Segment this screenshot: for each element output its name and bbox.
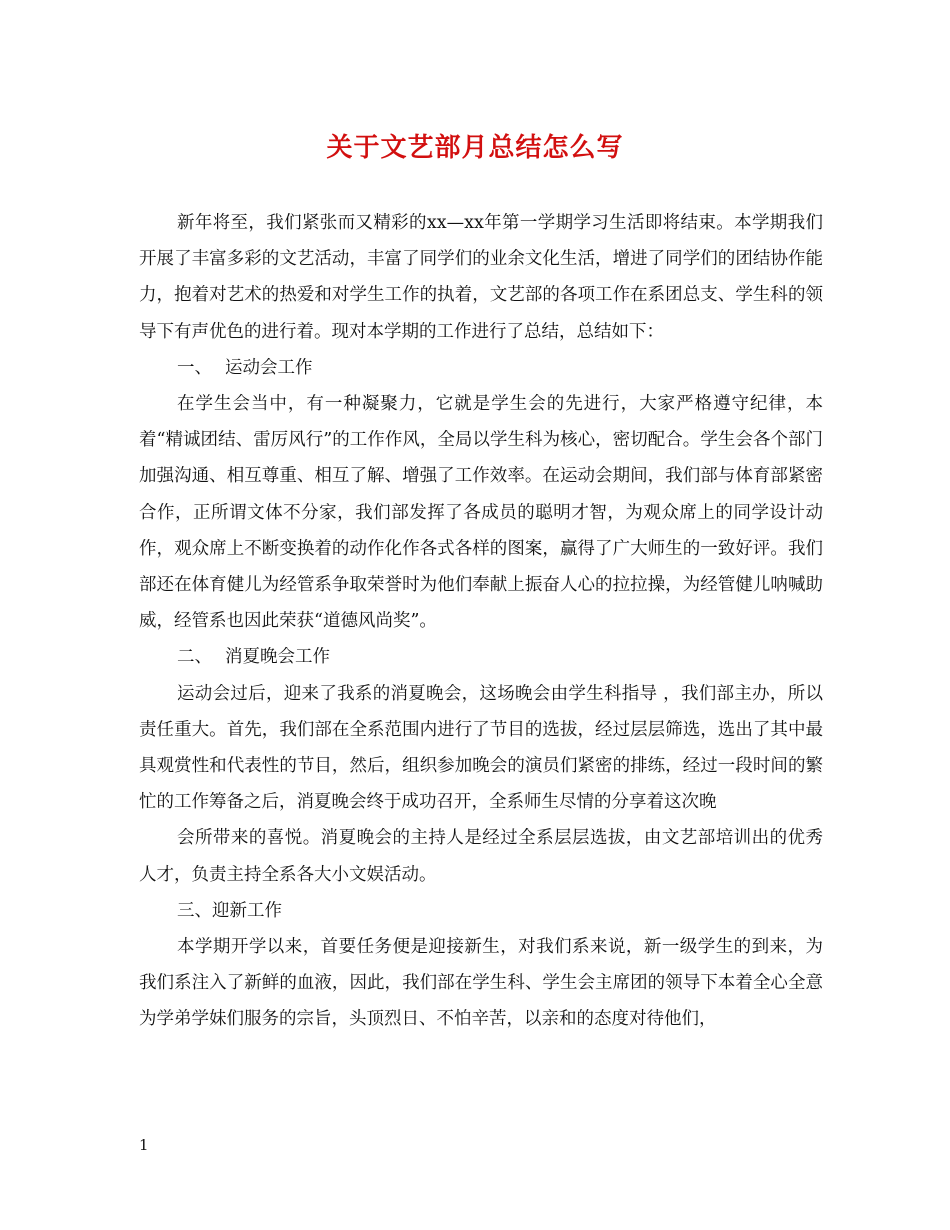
page-number: 1 <box>139 1136 149 1154</box>
section-heading-2 <box>139 639 823 675</box>
intro-paragraph: 新年将至，我们紧张而又精彩的xx—xx年第一学期学习生活即将结束。本学期我们开展了丰富多彩的文艺活动，丰富了同学们的业余文化生活，增进了同学们的团结协作能力，抱着对艺术的热爱和对学生工作的执着，文艺部的各项工作在系团总支、学生科的领导下有声优色的进行着。现对本学期的工作进行了总结，总结如下： <box>139 213 823 342</box>
section-paragraph-2a: 运动会过后，迎来了我系的消夏晚会，这场晚会由学生科指导 ，我们部主办，所以责任重大。首先，我们部在全系范围内进行了节目的选拔，经过层层筛选，选出了其中最具观赏性和代表性的节目，然后，组织参加晚会的演员们紧密的排练，经过一段时间的繁忙的工作筹备之后，消夏晚会终于成功召开，全系师生尽情的分享着这次晚 <box>139 683 823 813</box>
section-paragraph-3: 本学期开学以来，首要任务便是迎接新生，对我们系来说，新一级学生的到来，为我们系注入了新鲜的血液，因此，我们部在学生科、学生会主席团的领导下本着全心全意为学弟学妹们服务的宗旨，头顶烈日、不怕辛苦，以亲和的态度对待他们， <box>139 937 823 1030</box>
section-paragraph-2b: 会所带来的喜悦。消夏晚会的主持人是经过全系层层选拔，由文艺部培训出的优秀人才，负责主持全系各大小文娱活动。 <box>139 828 823 885</box>
document-title: 关于文艺部月总结怎么写 <box>326 133 624 163</box>
document-body <box>139 205 823 1038</box>
section-heading-1 <box>139 350 823 386</box>
section-title-1: 运动会工作 <box>225 357 313 378</box>
section-number-1: 一、 <box>177 357 212 378</box>
section-heading-3: 三、迎新工作 <box>177 900 282 921</box>
section-paragraph-1: 在学生会当中，有一种凝聚力，它就是学生会的先进行，大家严格遵守纪律，本着“精诚团结、雷厉风行”的工作作风，全局以学生科为核心，密切配合。学生会各个部门加强沟通、相互尊重、相互了解、增强了工作效率。在运动会期间，我们部与体育部紧密合作，正所谓文体不分家，我们部发挥了各成员的聪明才智，为观众席上的同学设计动作，观众席上不断变换着的动作化作各式各样的图案，赢得了广大师生的一致好评。我们部还在体育健儿为经管系争取荣誉时为他们奉献上振奋人心的拉拉操，为经管健儿呐喊助威，经管系也因此荣获“道德风尚奖”。 <box>139 394 823 632</box>
section-number-2: 二、 <box>177 647 212 668</box>
section-title-2: 消夏晚会工作 <box>225 647 330 668</box>
